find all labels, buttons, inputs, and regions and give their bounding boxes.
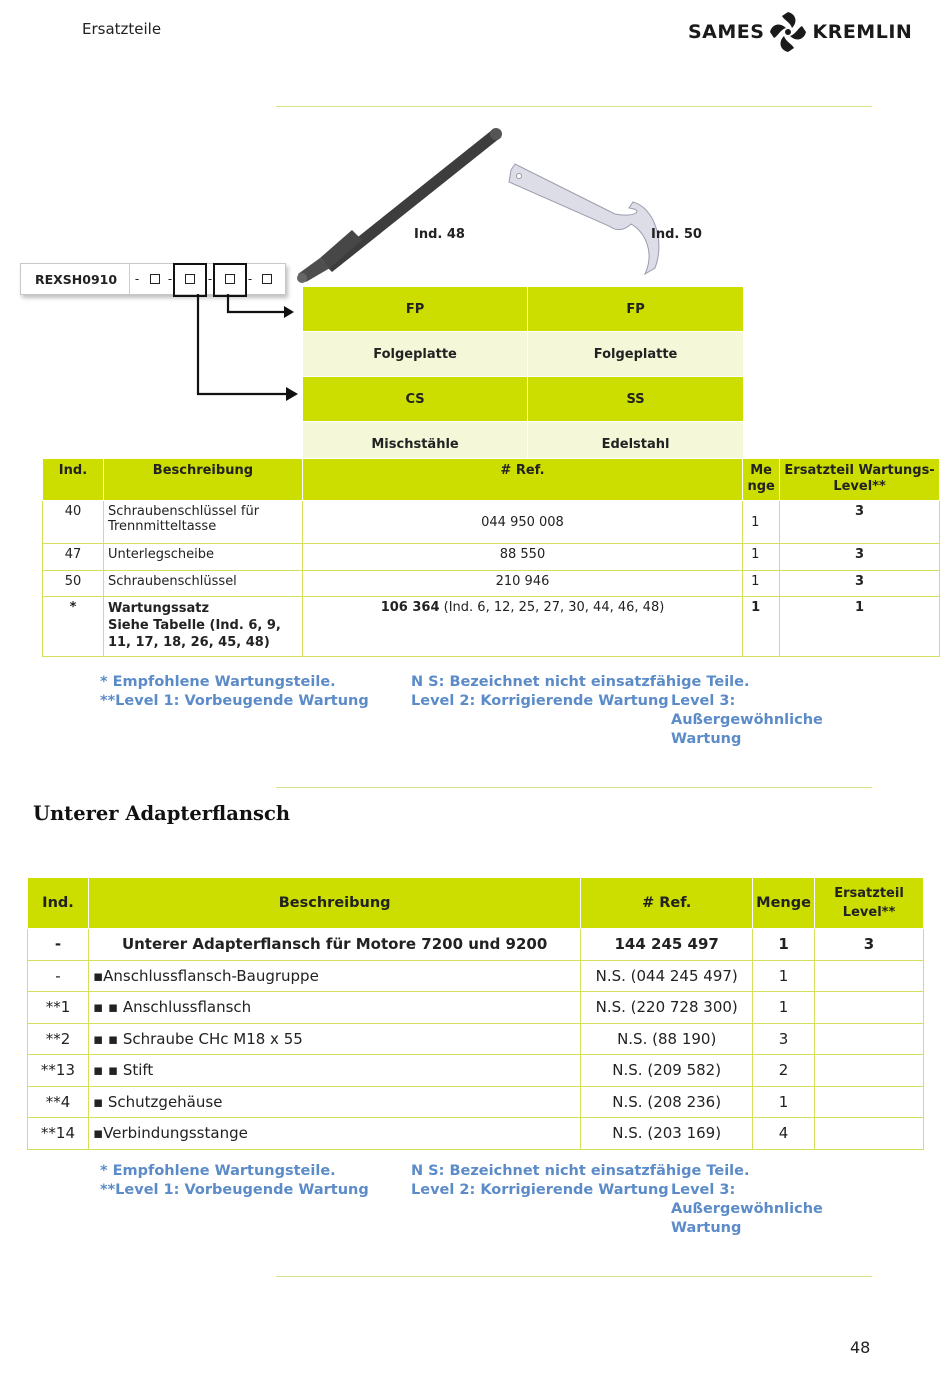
note-level2: Level 2: Korrigierende Wartung <box>411 1182 669 1198</box>
cell-desc: ▪ Schutzgehäuse <box>88 1086 580 1118</box>
note-level1: **Level 1: Vorbeugende Wartung <box>100 693 369 709</box>
cell-ref: N.S. (044 245 497) <box>581 960 753 992</box>
note-recommended: * Empfohlene Wartungsteile. <box>100 674 336 690</box>
cell-desc: ▪ ▪ Anschlussflansch <box>88 992 580 1024</box>
cell-desc: ▪ ▪ Schraube CHc M18 x 55 <box>88 1023 580 1055</box>
col-header: Beschreibung <box>103 459 302 501</box>
slot-square-icon <box>150 274 160 284</box>
col-header: Beschreibung <box>88 878 580 929</box>
cell-level <box>815 1023 924 1055</box>
cell-qty: 2 <box>753 1055 815 1087</box>
slot-square-icon <box>262 274 272 284</box>
table-row <box>28 1023 924 1055</box>
code-separator: - <box>247 272 253 286</box>
cell-desc: ▪Verbindungsstange <box>88 1118 580 1150</box>
col-header: Ersatzteil Wartungs-Level** <box>780 459 940 501</box>
table-row <box>28 960 924 992</box>
cell-ind: **1 <box>28 992 89 1024</box>
rod-index-label: Ind. 48 <box>414 227 465 242</box>
col-header: Ersatzteil Level** <box>815 878 924 929</box>
cell-desc: Schraubenschlüssel für Trennmitteltasse <box>103 501 302 544</box>
note-level3-line: Wartung <box>671 731 742 747</box>
cell-level <box>815 960 924 992</box>
option-code-base: REXSH0910 <box>21 264 130 294</box>
note-level3-line: Level 3: <box>671 693 736 709</box>
options-grid-row <box>303 377 744 422</box>
cell-ind: 50 <box>43 571 104 597</box>
table-row <box>28 1118 924 1150</box>
table-row <box>43 544 940 571</box>
cell-ref: N.S. (220 728 300) <box>581 992 753 1024</box>
logo-text-right: KREMLIN <box>812 21 913 43</box>
cell-ind: 47 <box>43 544 104 571</box>
note-recommended: * Empfohlene Wartungsteile. <box>100 1163 336 1179</box>
note-level3-line: Wartung <box>671 1220 742 1236</box>
divider-top <box>276 106 872 107</box>
cell-level <box>815 1055 924 1087</box>
option-cell: CS <box>303 377 528 422</box>
cell-desc: Schraubenschlüssel <box>103 571 302 597</box>
cell-level: 3 <box>780 544 940 571</box>
cell-qty: 1 <box>753 1086 815 1118</box>
kit-ref-number: 106 364 <box>380 600 440 615</box>
col-header: Me nge <box>743 459 780 501</box>
table-header-row <box>43 459 940 501</box>
wrench-index-label: Ind. 50 <box>651 227 702 242</box>
note-level3 <box>671 1181 823 1238</box>
options-grid-row <box>303 332 744 377</box>
option-cell: Folgeplatte <box>528 332 744 377</box>
cell-ind: **13 <box>28 1055 89 1087</box>
option-cell: Folgeplatte <box>303 332 528 377</box>
cell-qty: 1 <box>753 929 815 961</box>
code-separator: - <box>134 272 140 286</box>
cell-level <box>815 992 924 1024</box>
header-section-title: Ersatzteile <box>82 20 162 38</box>
cell-desc: Unterer Adapterflansch für Motore 7200 und 9200 <box>88 929 580 961</box>
note-level2: Level 2: Korrigierende Wartung <box>411 693 669 709</box>
options-grid-row <box>303 287 744 332</box>
cell-level: 1 <box>780 597 940 657</box>
cell-level <box>815 1086 924 1118</box>
logo-text-left: SAMES <box>688 21 765 43</box>
cell-qty: 3 <box>753 1023 815 1055</box>
divider-bottom <box>276 1276 872 1277</box>
section-title: Unterer Adapterflansch <box>33 802 291 825</box>
cell-qty: 1 <box>743 597 780 657</box>
col-header: Menge <box>753 878 815 929</box>
cell-qty: 4 <box>753 1118 815 1150</box>
cell-desc: ▪Anschlussflansch-Baugruppe <box>88 960 580 992</box>
note-level1: **Level 1: Vorbeugende Wartung <box>100 1182 369 1198</box>
cell-qty: 1 <box>743 501 780 544</box>
connector-arrows <box>190 290 310 405</box>
table-header-row <box>28 878 924 929</box>
divider-middle <box>276 787 872 788</box>
cell-level: 3 <box>780 501 940 544</box>
table-row <box>28 929 924 961</box>
option-cell: FP <box>303 287 528 332</box>
col-header: Ind. <box>43 459 104 501</box>
option-cell: Edelstahl <box>528 422 744 467</box>
cell-level: 3 <box>780 571 940 597</box>
note-level3-line: Level 3: <box>671 1182 736 1198</box>
col-header: Ind. <box>28 878 89 929</box>
col-header: # Ref. <box>302 459 742 501</box>
adapter-flange-table <box>27 877 924 1150</box>
brand-logo <box>688 10 912 54</box>
cell-qty: 1 <box>743 571 780 597</box>
cell-ind: * <box>43 597 104 657</box>
cell-ref: N.S. (88 190) <box>581 1023 753 1055</box>
options-grid <box>302 286 744 467</box>
cell-qty: 1 <box>743 544 780 571</box>
cell-ref: N.S. (209 582) <box>581 1055 753 1087</box>
note-ns: N S: Bezeichnet nicht einsatzfähige Teile. <box>411 674 750 690</box>
cell-desc: Unterlegscheibe <box>103 544 302 571</box>
note-level3 <box>671 692 823 749</box>
cell-level <box>815 1118 924 1150</box>
note-ns: N S: Bezeichnet nicht einsatzfähige Teile. <box>411 1163 750 1179</box>
code-separator: - <box>167 272 173 286</box>
cell-ref: 210 946 <box>302 571 742 597</box>
cell-level: 3 <box>815 929 924 961</box>
option-cell: FP <box>528 287 744 332</box>
table-row <box>43 501 940 544</box>
swirl-logo-icon <box>768 10 808 54</box>
spare-parts-table <box>42 458 940 657</box>
cell-desc: ▪ ▪ Stift <box>88 1055 580 1087</box>
code-separator: - <box>207 272 213 286</box>
col-header: # Ref. <box>581 878 753 929</box>
kit-title: Wartungssatz <box>107 601 210 616</box>
code-slot-1 <box>144 264 166 294</box>
table-row <box>43 571 940 597</box>
table-row <box>28 1086 924 1118</box>
cell-ind: - <box>28 929 89 961</box>
note-level3-line: Außergewöhnliche <box>671 712 823 728</box>
option-cell: Mischstähle <box>303 422 528 467</box>
table-row <box>28 1055 924 1087</box>
cell-ref: N.S. (208 236) <box>581 1086 753 1118</box>
cell-desc <box>103 597 302 657</box>
page-number: 48 <box>850 1338 871 1357</box>
cell-ind: - <box>28 960 89 992</box>
option-cell: SS <box>528 377 744 422</box>
cell-ind: **4 <box>28 1086 89 1118</box>
cell-ind: **14 <box>28 1118 89 1150</box>
cell-ind: **2 <box>28 1023 89 1055</box>
cell-ref: N.S. (203 169) <box>581 1118 753 1150</box>
kit-ref-detail: (Ind. 6, 12, 25, 27, 30, 44, 46, 48) <box>439 600 665 615</box>
note-level3-line: Außergewöhnliche <box>671 1201 823 1217</box>
cell-ref <box>302 597 742 657</box>
rod-image <box>292 122 512 287</box>
cell-ref: 044 950 008 <box>302 501 742 544</box>
cell-qty: 1 <box>753 992 815 1024</box>
cell-ind: 40 <box>43 501 104 544</box>
table-row <box>28 992 924 1024</box>
cell-ref: 88 550 <box>302 544 742 571</box>
hook-wrench-image <box>505 162 670 282</box>
kit-see-table: Siehe Tabelle (Ind. 6, 9, 11, 17, 18, 26, 45, 48) <box>107 618 281 650</box>
cell-ref: 144 245 497 <box>581 929 753 961</box>
cell-qty: 1 <box>753 960 815 992</box>
table-row <box>43 597 940 657</box>
